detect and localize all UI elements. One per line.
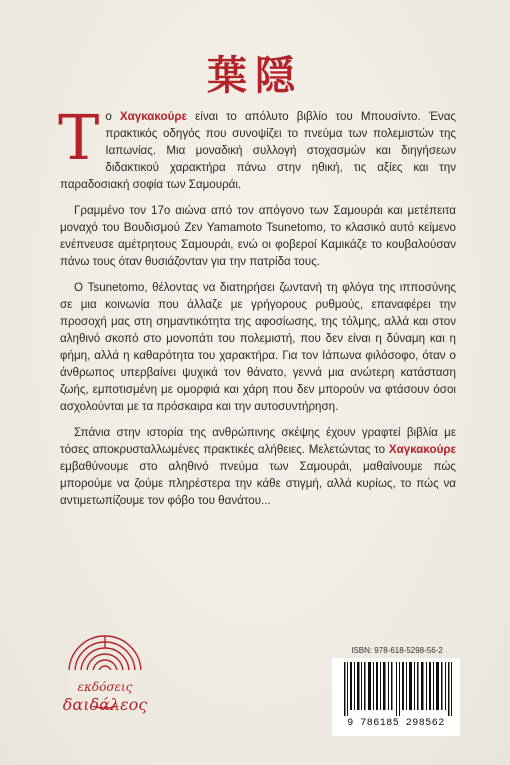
paragraph-1 [58, 101, 456, 193]
book-title-highlight: Χαγκακούρε [388, 443, 456, 456]
blurb-text [58, 101, 456, 518]
book-title-highlight: Χαγκακούρε [119, 110, 188, 123]
barcode-digits: 9 786185 298562 [347, 718, 445, 729]
publisher-name-line2: δαιδάλεος [62, 695, 148, 714]
paragraph-4-body: εμβαθύνουμε στο αληθινό πνεύμα των Σαμουράι, μαθαίνουμε πώς μπορούμε να ζούμε πληρέστερα την κάθε στιγμή, αλλά κυρίως, το πώς να αντιμετωπίζουμε τον φόβο του θανάτου... [60, 460, 456, 507]
drop-cap: Τ [58, 101, 100, 174]
paragraph-1-lead: ο [105, 110, 120, 123]
kanji-title: 葉隠 [207, 52, 303, 99]
barcode-icon [342, 662, 454, 716]
paragraph-3: Ο Tsunetomo, θέλοντας να διατηρήσει ζωντανή τη φλόγα της ιπποσύνης σε μια κοινωνία που άλλαζε με γρήγορους ρυθμούς, επαναφέρει την προσοχή μας στη σημαντικότητα της αφοσίωσης, της τόλμης, αλλά και στον αληθινό σκοπό στο μονοπάτι του πολεμιστή, που δεν είναι η δύναμη και η φήμη, αλλά η καθαρότητα του χαρακτήρα. Για τον Ιάπωνα φιλόσοφο, όταν ο άνθρωπος υπερβαίνει ψυχικά τον θάνατο, γεννά μια ανώτερη κατάσταση ζωής, εμποτισμένη με ομορφιά και χάρη που δεν μπορούν να φτάσουν όσοι ασχολούνται με τα πρόσκαιρα και την αυτοσυντήρηση. [60, 281, 456, 413]
isbn-label: ISBN: 978-618-5298-56-2 [351, 646, 443, 655]
paragraph-2: Γραμμένο τον 17ο αιώνα από τον απόγονο των Σαμουράι και μετέπειτα μοναχό του Βουδισμού Ζεν Yamamoto Tsunetomo, το κλασικό αυτό κείμενο ενέπνευσε αμέτρητους Σαμουράι, ενώ οι φοβεροί Καμικάζε το κουβαλούσαν πάνω τους όταν θυσιάζονταν για την πατρίδα τους. [60, 204, 456, 268]
paragraph-4-lead: Σπάνια στην ιστορία της ανθρώπινης σκέψης έχουν γραφτεί βιβλία με τόσες αποκρυσταλλωμένες πρακτικές αλήθειες. Μελετώντας το [60, 426, 456, 456]
publisher-name-line1: εκδόσεις [77, 680, 133, 694]
paragraph-4 [60, 424, 456, 509]
barcode-panel [332, 658, 460, 736]
paragraph-1-body: είναι το απόλυτο βιβλίο του Μπουσίντο. Ένας πρακτικός οδηγός που συνοψίζει το πνεύμα των πολεμιστών της Ιαπωνίας. Μια μοναδική συλλογή στοχασμών και διηγήσεων διδακτικού χαρακτήρα πάνω στην ηθική, τις αξίες και την παραδοσιακή σοφία των Σαμουράι. [60, 110, 456, 191]
